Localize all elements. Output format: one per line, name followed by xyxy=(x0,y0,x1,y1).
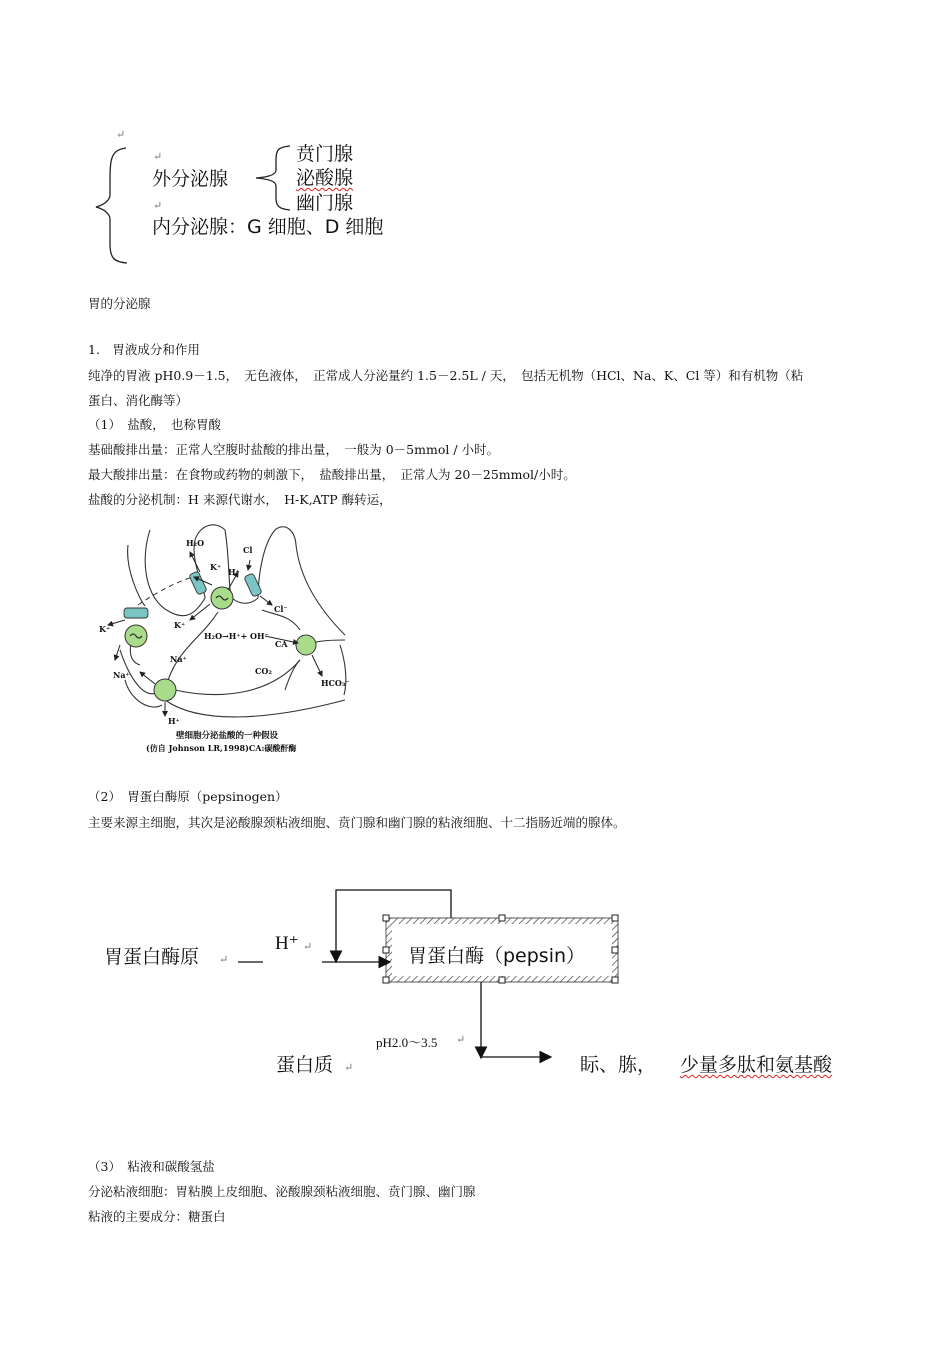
basal-acid-line: 基础酸排出量：正常人空腹时盐酸的排出量， 一般为 0－5mmol / 小时。 xyxy=(88,442,500,457)
hco3-label: HCO₃⁻ xyxy=(321,678,350,688)
gastric-juice-paragraph-cont: 蛋白、消化酶等） xyxy=(88,393,189,408)
cl-label: Cl xyxy=(243,545,253,555)
pyloric-gland-label: 幽门腺 xyxy=(296,192,354,214)
oxyntic-gland-label: 泌酸腺 xyxy=(296,167,354,189)
na-plus-label: Na⁺ xyxy=(113,670,130,680)
mucus-composition-line: 粘液的主要成分：糖蛋白 xyxy=(88,1209,226,1224)
pepsinogen-label: 胃蛋白酶原 xyxy=(104,946,200,968)
para-mark: ↵ xyxy=(303,940,313,953)
cardiac-gland-label: 贲门腺 xyxy=(296,143,354,165)
h-plus-label: H⁺ xyxy=(168,716,180,726)
pepsinogen-source-line: 主要来源主细胞，其次是泌酸腺颈粘液细胞、贲门腺和幽门腺的粘液细胞、十二指肠近端的腺体。 xyxy=(88,815,626,830)
figure-caption-source: (仿自 Johnson LR,1998)CA:碳酸酐酶 xyxy=(146,743,297,753)
co2-label: CO₂ xyxy=(255,666,272,676)
products-label-b: 少量多肽和氨基酸 xyxy=(680,1054,833,1076)
reaction-label: H₂O→H⁺+ OH⁻ xyxy=(204,631,269,641)
na-plus-label: Na⁺ xyxy=(170,654,187,664)
pepsinogen-subtitle: （2） 胃蛋白酶原（pepsinogen） xyxy=(88,789,288,804)
products-label-a: 眎、胨， xyxy=(580,1054,657,1076)
hcl-mechanism-line: 盐酸的分泌机制：H 来源代谢水， H-K,ATP 酶转运， xyxy=(88,492,392,507)
mucus-subtitle: （3） 粘液和碳酸氢盐 xyxy=(88,1159,215,1174)
para-mark: ↵ xyxy=(456,1033,466,1046)
pepsin-label: 胃蛋白酶（pepsin） xyxy=(408,945,586,967)
para-mark: ↵ xyxy=(219,953,229,966)
para-mark: ↵ xyxy=(116,128,126,141)
para-mark: ↵ xyxy=(153,199,163,212)
section-heading: 胃的分泌腺 xyxy=(88,296,151,311)
max-acid-line: 最大酸排出量：在食物或药物的刺激下， 盐酸排出量， 正常人为 20－25mmol/小时。 xyxy=(88,467,576,482)
para-mark: ↵ xyxy=(153,150,163,163)
h-plus-label: H⁺ xyxy=(228,567,240,577)
cl-minus-label: Cl⁻ xyxy=(274,604,288,614)
para-mark: ↵ xyxy=(344,1061,354,1074)
mucus-cells-line: 分泌粘液细胞：胃粘膜上皮细胞、泌酸腺颈粘液细胞、贲门腺、幽门腺 xyxy=(88,1184,476,1199)
ca-label: CA xyxy=(275,639,288,649)
figure-caption: 壁细胞分泌盐酸的一种假设 xyxy=(176,731,279,741)
ph-range-label: pH2.0～3.5 xyxy=(376,1035,438,1050)
h-plus-catalyst-label: H⁺ xyxy=(275,933,299,954)
protein-label: 蛋白质 xyxy=(276,1054,334,1076)
exocrine-gland-label: 外分泌腺 xyxy=(152,168,229,190)
k-plus-label: K⁺ xyxy=(210,562,222,572)
section-1-title: 1. 胃液成分和作用 xyxy=(88,342,200,357)
k-plus-label: K⁺ xyxy=(99,624,111,634)
gastric-juice-paragraph: 纯净的胃液 pH0.9－1.5， 无色液体， 正常成人分泌量约 1.5－2.5L / 天， 包括无机物（HCl、Na、K、Cl 等）和有机物（粘 xyxy=(88,368,804,383)
hcl-subtitle: （1） 盐酸， 也称胃酸 xyxy=(88,417,221,432)
h2o-label: H₂O xyxy=(186,538,205,548)
endocrine-gland-label: 内分泌腺：G 细胞、D 细胞 xyxy=(152,216,384,238)
k-plus-label: K⁺ xyxy=(174,620,186,630)
